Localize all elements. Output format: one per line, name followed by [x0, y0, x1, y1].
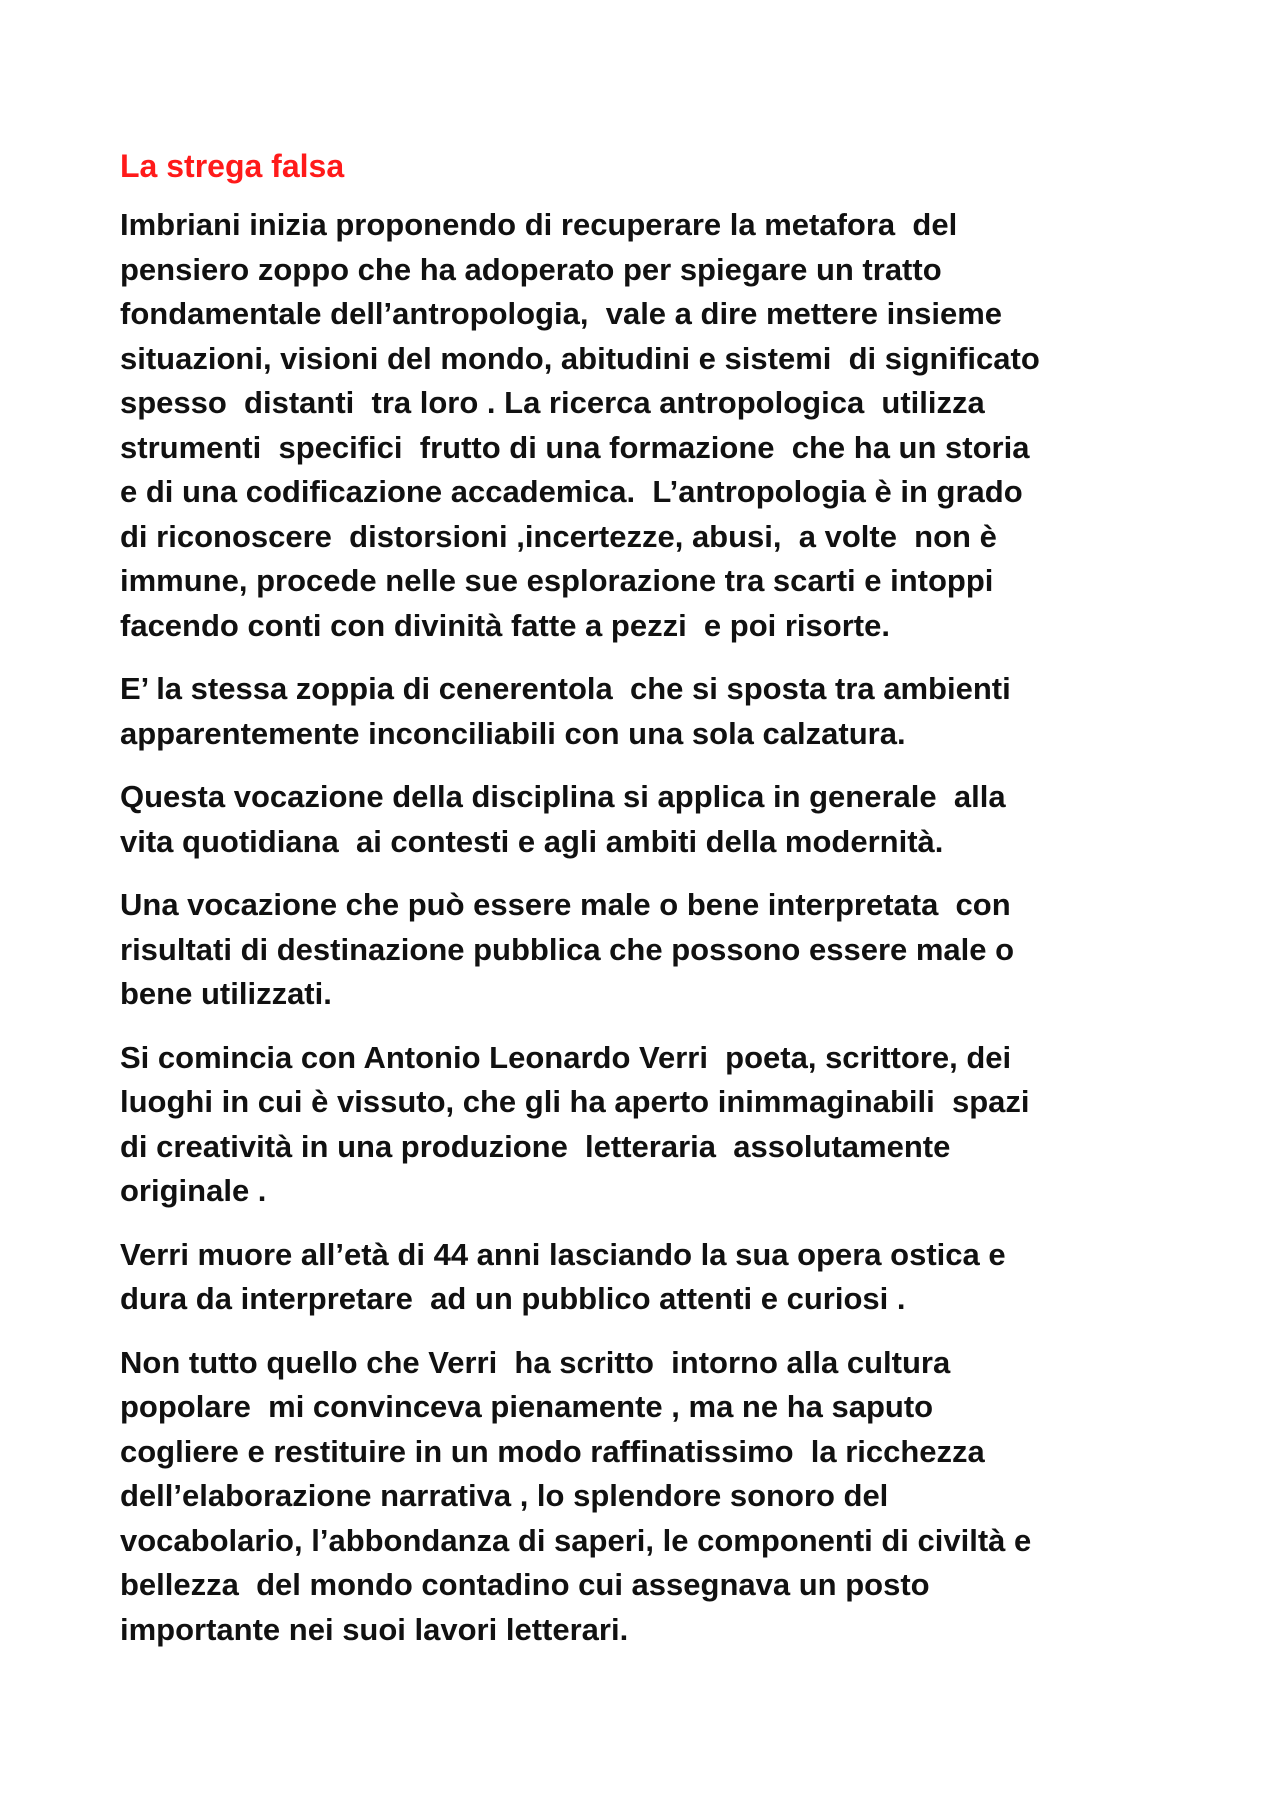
paragraph-line: fondamentale dell’antropologia, vale a dire mettere insieme — [120, 296, 1003, 331]
document-page — [120, 147, 1180, 1671]
paragraph-line: Questa vocazione della disciplina si applica in generale alla — [120, 779, 1006, 814]
paragraph-line: cogliere e restituire in un modo raffinatissimo la ricchezza — [120, 1433, 985, 1469]
paragraph-line: immune, procede nelle sue esplorazione tra scarti e intoppi — [120, 563, 994, 598]
paragraph-line: vocabolario, l’abbondanza di saperi, le componenti di civiltà e — [120, 1522, 1032, 1558]
paragraph-line: Non tutto quello che Verri ha scritto intorno alla cultura — [120, 1344, 951, 1380]
paragraph-5 — [120, 1036, 1180, 1214]
paragraph-line: bene utilizzati. — [120, 976, 332, 1011]
document-body — [120, 203, 1180, 1652]
paragraph-line: E’ la stessa zoppia di cenerentola che si sposta tra ambienti — [120, 671, 1011, 706]
paragraph-2 — [120, 667, 1180, 756]
paragraph-line: bellezza del mondo contadino cui assegnava un posto — [120, 1567, 930, 1602]
paragraph-line: strumenti specifici frutto di una formazione che ha un storia — [120, 429, 1030, 465]
paragraph-line: risultati di destinazione pubblica che possono essere male o — [120, 931, 1015, 967]
paragraph-line: Si comincia con Antonio Leonardo Verri poeta, scrittore, dei — [120, 1039, 1012, 1075]
paragraph-4 — [120, 883, 1180, 1017]
paragraph-line: e di una codificazione accademica. L’antropologia è in grado — [120, 474, 1023, 509]
paragraph-line: Verri muore all’età di 44 anni lasciando la sua opera ostica e — [120, 1236, 1006, 1272]
paragraph-line: apparentemente inconciliabili con una sola calzatura. — [120, 715, 906, 751]
paragraph-line: facendo conti con divinità fatte a pezzi e poi risorte. — [120, 607, 890, 643]
paragraph-line: Una vocazione che può essere male o bene interpretata con — [120, 887, 1011, 922]
document-title: La strega falsa — [120, 148, 345, 184]
paragraph-line: vita quotidiana ai contesti e agli ambiti della modernità. — [120, 823, 944, 859]
paragraph-line: di creatività in una produzione letteraria assolutamente — [120, 1128, 951, 1164]
paragraph-line: importante nei suoi lavori letterari. — [120, 1611, 629, 1647]
paragraph-line: dell’elaborazione narrativa , lo splendore sonoro del — [120, 1478, 889, 1513]
paragraph-line: pensiero zoppo che ha adoperato per spiegare un tratto — [120, 251, 942, 287]
paragraph-3 — [120, 775, 1180, 864]
paragraph-line: Imbriani inizia proponendo di recuperare la metafora del — [120, 207, 958, 242]
paragraph-line: dura da interpretare ad un pubblico attenti e curiosi . — [120, 1281, 906, 1316]
paragraph-line: popolare mi convinceva pienamente , ma ne ha saputo — [120, 1389, 934, 1424]
paragraph-1 — [120, 203, 1180, 648]
paragraph-line: di riconoscere distorsioni ,incertezze, abusi, a volte non è — [120, 518, 997, 554]
paragraph-line: originale . — [120, 1173, 267, 1208]
paragraph-line: situazioni, visioni del mondo, abitudini e sistemi di significato — [120, 340, 1040, 376]
paragraph-6 — [120, 1233, 1180, 1322]
paragraph-line: spesso distanti tra loro . La ricerca antropologica utilizza — [120, 385, 985, 420]
paragraph-line: luoghi in cui è vissuto, che gli ha aperto inimmaginabili spazi — [120, 1084, 1030, 1119]
paragraph-7 — [120, 1341, 1180, 1653]
